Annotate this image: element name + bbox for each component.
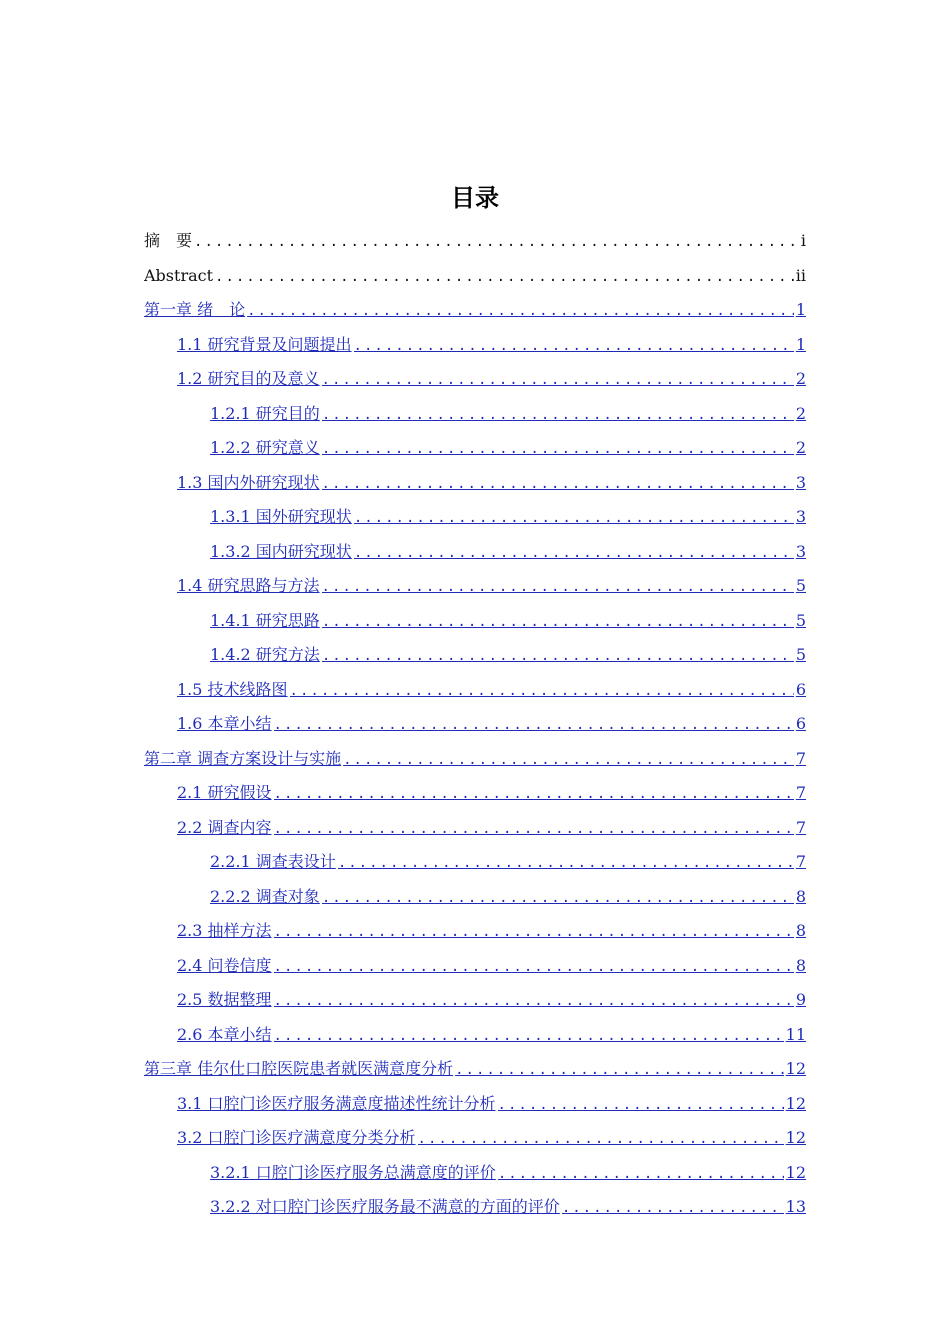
- toc-leader-dots: [247, 294, 794, 328]
- toc-entry[interactable]: [144, 949, 806, 984]
- toc-entry[interactable]: [144, 1190, 806, 1225]
- toc-entry-label: 第三章 佳尔仕口腔医院患者就医满意度分析: [144, 1059, 454, 1078]
- toc-leader-dots: [354, 536, 794, 570]
- toc-entry-label: 2.4 问卷信度: [177, 955, 272, 975]
- toc-leader-dots: [455, 1053, 784, 1087]
- toc-leader-dots: [290, 674, 794, 708]
- toc-entry[interactable]: [144, 811, 806, 846]
- toc-leader-dots: [274, 915, 794, 949]
- toc-entry[interactable]: [144, 1121, 806, 1156]
- toc-entry-page-number: 7: [795, 852, 806, 871]
- toc-entry-page-number: 5: [795, 610, 806, 630]
- toc-entry[interactable]: [144, 1087, 806, 1122]
- toc-leader-dots: [274, 708, 794, 742]
- toc-entry[interactable]: [144, 569, 806, 604]
- toc-entry[interactable]: [144, 638, 806, 673]
- toc-entry-page-number: 5: [795, 645, 806, 664]
- toc-leader-dots: [322, 639, 794, 673]
- toc-entry-label: 1.6 本章小结: [177, 714, 272, 733]
- toc-entry-page-number: 2: [795, 438, 806, 457]
- toc-entry-label: 1.3.2 国内研究现状: [210, 541, 352, 561]
- toc-entry-page-number: 8: [795, 886, 806, 906]
- toc-entry-label: 1.4.1 研究思路: [210, 610, 320, 630]
- toc-entry-page-number: 3: [795, 541, 806, 561]
- toc-leader-dots: [343, 743, 794, 777]
- toc-entry: [144, 259, 806, 294]
- toc-entry[interactable]: [144, 1052, 806, 1087]
- toc-entry-label: 2.1 研究假设: [177, 783, 272, 802]
- toc-entry-page-number: 8: [795, 955, 806, 975]
- toc-leader-dots: [322, 881, 794, 915]
- toc-entry-page-number: 13: [785, 1197, 806, 1216]
- toc-entry[interactable]: [144, 845, 806, 880]
- toc-leader-dots: [274, 777, 794, 811]
- toc-entry-label: 2.2.2 调查对象: [210, 886, 320, 906]
- toc-entry-label: 1.3.1 国外研究现状: [210, 507, 352, 526]
- toc-leader-dots: [322, 363, 794, 397]
- toc-entry[interactable]: [144, 1018, 806, 1053]
- toc-entry-label: 3.2.1 口腔门诊医疗服务总满意度的评价: [210, 1162, 496, 1182]
- toc-leader-dots: [322, 467, 794, 501]
- toc-entry-page-number: 5: [795, 576, 806, 595]
- table-of-contents: [144, 224, 806, 1225]
- toc-entry-page-number: 11: [785, 1024, 806, 1044]
- toc-entry-page-number: 12: [785, 1093, 806, 1113]
- toc-entry[interactable]: [144, 1156, 806, 1191]
- toc-entry-label: 1.2.2 研究意义: [210, 438, 320, 457]
- toc-entry[interactable]: [144, 742, 806, 777]
- toc-entry[interactable]: [144, 880, 806, 915]
- toc-entry-page-number: 7: [795, 748, 806, 768]
- toc-leader-dots: [322, 432, 794, 466]
- toc-entry-page-number: 3: [795, 507, 806, 526]
- toc-entry-label: 1.1 研究背景及问题提出: [177, 334, 352, 354]
- toc-entry-label: 第一章 绪 论: [144, 300, 246, 319]
- toc-leader-dots: [274, 984, 794, 1018]
- toc-entry-page-number: 2: [795, 369, 806, 388]
- toc-entry-label: 3.2.2 对口腔门诊医疗服务最不满意的方面的评价: [210, 1197, 560, 1216]
- toc-entry-page-number: 1: [795, 300, 806, 319]
- toc-leader-dots: [322, 570, 794, 604]
- toc-entry-page-number: 8: [795, 921, 806, 940]
- toc-entry-page-number: 12: [785, 1162, 806, 1182]
- toc-entry[interactable]: [144, 673, 806, 708]
- toc-entry-page-number: 6: [795, 679, 806, 699]
- toc-leader-dots: [498, 1157, 784, 1191]
- toc-leader-dots: [274, 1019, 784, 1053]
- toc-leader-dots: [354, 501, 794, 535]
- toc-entry-page-number: 9: [795, 990, 806, 1009]
- toc-entry-page-number: 2: [795, 403, 806, 423]
- toc-entry-label: 2.2 调查内容: [177, 817, 272, 837]
- toc-entry[interactable]: [144, 328, 806, 363]
- toc-leader-dots: [274, 812, 794, 846]
- toc-entry-label: 第二章 调查方案设计与实施: [144, 748, 342, 768]
- toc-entry[interactable]: [144, 707, 806, 742]
- toc-leader-dots: [354, 329, 794, 363]
- toc-leader-dots: [418, 1122, 784, 1156]
- toc-entry-label: 摘 要: [144, 231, 193, 250]
- toc-entry-page-number: 3: [795, 472, 806, 492]
- toc-leader-dots: [194, 225, 799, 259]
- toc-leader-dots: [562, 1191, 784, 1225]
- toc-entry-label: Abstract: [144, 265, 214, 285]
- toc-entry-page-number: i: [800, 231, 806, 250]
- toc-entry[interactable]: [144, 535, 806, 570]
- toc-entry-label: 1.2.1 研究目的: [210, 403, 320, 423]
- toc-entry-label: 3.2 口腔门诊医疗满意度分类分析: [177, 1128, 416, 1147]
- toc-entry-page-number: ii: [795, 265, 806, 285]
- toc-entry[interactable]: [144, 914, 806, 949]
- toc-leader-dots: [338, 846, 794, 880]
- toc-entry[interactable]: [144, 431, 806, 466]
- toc-entry-label: 3.1 口腔门诊医疗服务满意度描述性统计分析: [177, 1093, 496, 1113]
- toc-entry[interactable]: [144, 983, 806, 1018]
- toc-entry-page-number: 12: [785, 1059, 806, 1078]
- toc-entry[interactable]: [144, 397, 806, 432]
- toc-entry-label: 1.2 研究目的及意义: [177, 369, 320, 388]
- toc-leader-dots: [498, 1088, 784, 1122]
- toc-entry-page-number: 6: [795, 714, 806, 733]
- toc-title: 目录: [451, 184, 499, 212]
- toc-leader-dots: [274, 950, 794, 984]
- toc-entry-label: 2.5 数据整理: [177, 990, 272, 1009]
- toc-entry-page-number: 7: [795, 817, 806, 837]
- toc-entry-page-number: 12: [785, 1128, 806, 1147]
- toc-entry: [144, 224, 806, 259]
- toc-leader-dots: [322, 605, 794, 639]
- toc-leader-dots: [215, 260, 794, 294]
- toc-entry[interactable]: [144, 362, 806, 397]
- toc-entry-label: 1.4 研究思路与方法: [177, 576, 320, 595]
- toc-leader-dots: [322, 398, 794, 432]
- toc-entry-label: 1.5 技术线路图: [177, 679, 288, 699]
- toc-entry-label: 2.6 本章小结: [177, 1024, 272, 1044]
- toc-entry-label: 2.3 抽样方法: [177, 921, 272, 940]
- toc-entry[interactable]: [144, 500, 806, 535]
- toc-entry[interactable]: [144, 466, 806, 501]
- toc-entry-page-number: 1: [795, 334, 806, 354]
- toc-entry-label: 2.2.1 调查表设计: [210, 852, 336, 871]
- toc-entry-page-number: 7: [795, 783, 806, 802]
- toc-entry[interactable]: [144, 604, 806, 639]
- toc-entry[interactable]: [144, 293, 806, 328]
- toc-entry-label: 1.3 国内外研究现状: [177, 472, 320, 492]
- toc-entry[interactable]: [144, 776, 806, 811]
- toc-entry-label: 1.4.2 研究方法: [210, 645, 320, 664]
